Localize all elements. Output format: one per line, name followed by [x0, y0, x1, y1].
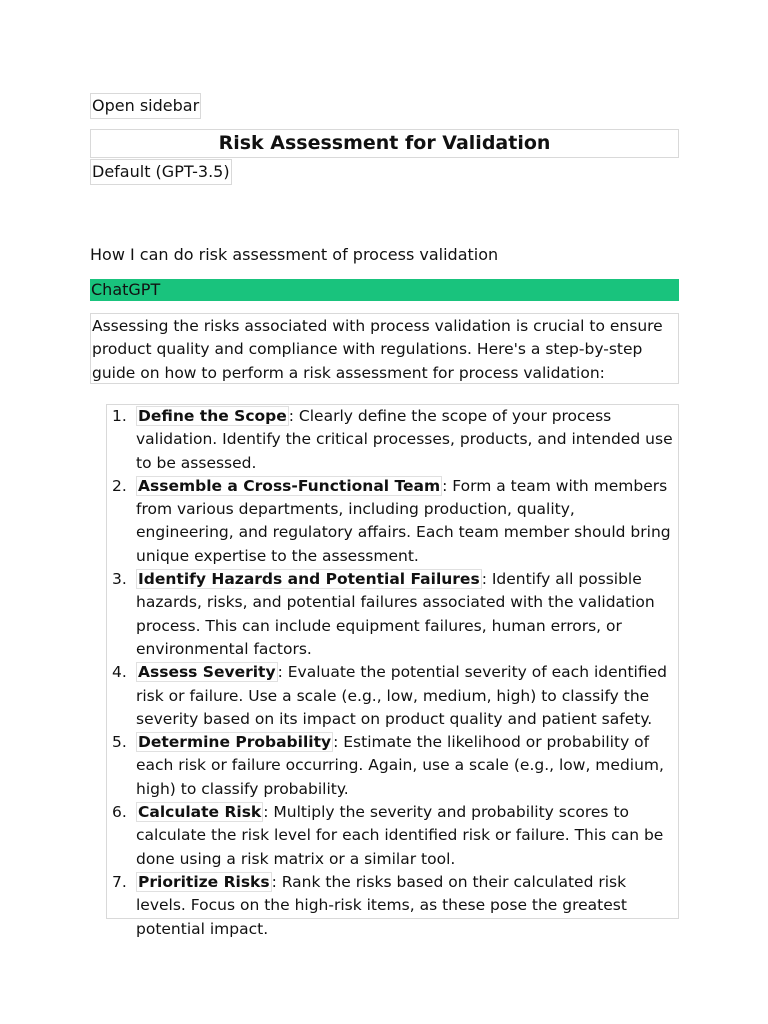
steps-list-container [106, 404, 679, 938]
step-number: 6. [112, 803, 127, 822]
step-number: 5. [112, 733, 127, 752]
user-message: How I can do risk assessment of process validation [90, 245, 499, 264]
step-text: : Multiply the severity and probability scores to calculate the risk level for each identified risk or failure. This can be done using a risk matrix or a similar tool. [136, 803, 664, 868]
list-item [107, 475, 678, 568]
list-item [107, 871, 678, 941]
step-term: Prioritize Risks [138, 872, 270, 891]
step-number: 2. [112, 476, 127, 495]
steps-list [107, 405, 678, 941]
step-number: 3. [112, 570, 127, 589]
conversation-title: Risk Assessment for Validation [90, 129, 679, 158]
assistant-name-bar: ChatGPT [90, 279, 679, 301]
step-text: : Evaluate the potential severity of each identified risk or failure. Use a scale (e.g., low, medium, high) to classify the severity based on its impact on product quality and patient safety. [136, 663, 667, 728]
step-term: Determine Probability [138, 733, 332, 752]
step-text: : Identify all possible hazards, risks, and potential failures associated with the validation process. This can include equipment failures, human errors, or environmental factors. [136, 570, 655, 658]
step-number: 1. [112, 407, 127, 425]
list-item [107, 731, 678, 801]
step-text: : Rank the risks based on their calculated risk levels. Focus on the high-risk items, as these pose the greatest potential impact. [136, 872, 627, 938]
step-term: Assess Severity [138, 663, 276, 682]
list-item [107, 568, 678, 661]
step-text: : Form a team with members from various departments, including production, quality, engineering, and regulatory affairs. Each team member should bring unique expertise to the assessment. [136, 476, 671, 565]
step-number: 4. [112, 663, 127, 682]
step-number: 7. [112, 872, 127, 891]
step-term: Define the Scope [138, 407, 287, 425]
list-item [107, 405, 678, 475]
list-item [107, 801, 678, 871]
list-item [107, 661, 678, 731]
step-term: Calculate Risk [138, 803, 262, 822]
assistant-intro-paragraph: Assessing the risks associated with process validation is crucial to ensure product quality and compliance with regulations. Here's a step-by-step guide on how to perform a risk assessment for process validation: [90, 313, 679, 384]
step-text: : Estimate the likelihood or probability of each risk or failure occurring. Again, use a scale (e.g., low, medium, high) to classify probability. [136, 733, 664, 798]
open-sidebar-button[interactable]: Open sidebar [90, 93, 201, 119]
step-term: Assemble a Cross-Functional Team [138, 476, 441, 495]
step-term: Identify Hazards and Potential Failures [138, 570, 480, 589]
step-text: : Clearly define the scope of your process validation. Identify the critical processes, products, and intended use to be assessed. [136, 407, 673, 472]
model-label[interactable]: Default (GPT-3.5) [90, 159, 232, 185]
